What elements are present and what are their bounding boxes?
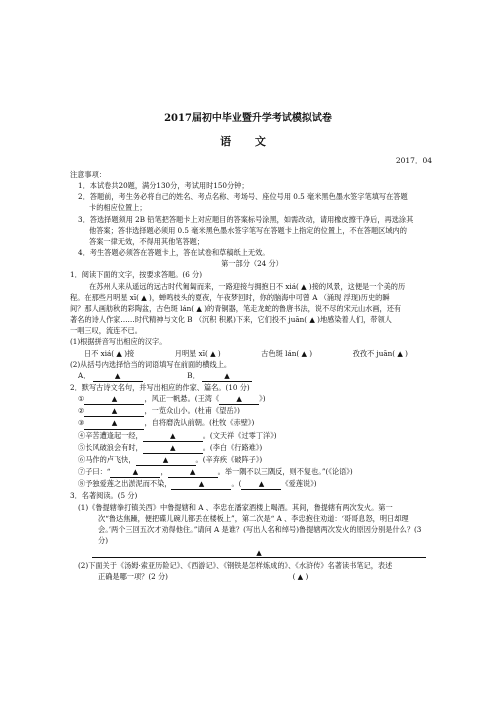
q3-sub1-line: (1)《鲁提辖拳打镇关西》中鲁提辖和 A 、李忠在潘家酒楼上喝酒。其间，鲁提辖有两次发火。第一 [78, 502, 393, 512]
q1-passage-line: 一唱三叹，流连不已。 [70, 326, 142, 336]
note-item: 3．答选择题须用 2B 铅笔把答题卡上对应题目的答案标号涂黑，如需改动，请用橡皮擦干净后，再选涂其 [78, 214, 414, 224]
note-item: 1．本试卷共20题，满分130分，考试用时150分钟； [78, 181, 249, 191]
answer-blank[interactable]: ▲ [219, 393, 259, 405]
q1-stem: 1．阅读下面的文字，按要求答题。(6 分) [70, 270, 203, 280]
q2-line: ⑦子曰：“ ▲ ， ▲ 。举一隅不以三隅反，则不复也。”(《论语》) [70, 466, 434, 478]
q2-line: ② ▲ ，一览众山小。(杜甫《望岳》) [70, 405, 434, 417]
q1-sub2: (2)从括号内选择恰当的词语填写在前面的横线上。 [70, 359, 232, 369]
q1-sub2-answers [70, 370, 434, 382]
subject-heading: 语 文 [220, 135, 276, 148]
answer-blank[interactable]: ▲ [143, 430, 203, 442]
q3-answer-line[interactable]: ▲ [92, 548, 426, 558]
note-item: 卡的相应位置上； [89, 203, 147, 213]
q3-sub1-line: 会。’两个三回五次才劝得他住。”请问 A 是谁？(写出人名和绰号)鲁提辖两次发火的原因分别是什么？(3 [98, 524, 422, 534]
q2-line: ④辛苦遭逢起一经， ▲ 。(文天祥《过零丁洋》) [70, 430, 434, 442]
q2-line: ⑥马作的卢飞快， ▲ 。(辛弃疾《破阵子》) [70, 454, 434, 466]
answer-label-a: A． [78, 370, 91, 380]
exam-content [70, 169, 434, 582]
q3-sub1-line: 次“鲁达焦躁，便把碟儿碗儿都丢在楼板上”，第二次是“ A 、李忠抱住劝道：‘哥哥息怒，明日却理 [98, 513, 409, 523]
answer-blank[interactable]: ▲ [110, 466, 160, 478]
q2-line: ⑧予独爱莲之出淤泥而不染， ▲ 。( ▲ 《爱莲说》) [70, 478, 434, 490]
q2-line: ① ▲ ，风正一帆悬。(王湾《 ▲ 》) [70, 393, 434, 405]
q3-sub1-line: 分) [98, 536, 108, 545]
answer-blank-b[interactable]: ▲ [202, 370, 252, 382]
answer-blank[interactable]: ▲ [84, 417, 144, 429]
exam-title: 2017届初中毕业暨升学考试模拟试卷 [164, 113, 332, 124]
q1-passage-line: 间？那人画舫秋的彩陶盆，古色斑 lán( ▲ )的青铜器，笔走龙蛇的鲁唐书法，说不尽的宋元山水画，还有 [70, 303, 402, 313]
q2-line: ⑤长风破浪会有时， ▲ 。(李白《行路难》) [70, 442, 434, 454]
notes-heading: 注意事项： [70, 170, 106, 179]
q1-passage-line: 在苏州人来从遥远的远古时代匍匐而来，一路迎接与拥抱日不 xiá( ▲ )接的风景，这便是一个美的历 [89, 281, 406, 291]
answer-blank[interactable]: ▲ [168, 466, 218, 478]
q1-pinyin-item: 孜孜不 juān( ▲ ) [352, 348, 408, 358]
q1-pinyin-item: 古色斑 lán( ▲ ) [261, 348, 313, 358]
answer-blank[interactable]: ▲ [84, 393, 144, 405]
answer-label-b: B． [187, 370, 200, 380]
q1-pinyin-item: 月明星 xī( ▲ ) [174, 348, 221, 358]
q3-sub2-line: (2)下面关于《汤姆·索亚历险记》、《西游记》、《钢铁是怎样炼成的》、《水浒传》名著读书笔记，表述 [78, 561, 393, 571]
q2-line: ③ ▲ ，自将磨洗认前朝。(杜牧《赤壁》) [70, 417, 434, 429]
note-item: 4．考生答题必须答在答题卡上，答在试卷和草稿纸上无效。 [78, 248, 270, 258]
exam-date: 2017．04 [395, 156, 432, 165]
part1-heading: 第一部分（24 分） [221, 259, 283, 269]
answer-blank[interactable]: ▲ [136, 454, 196, 466]
q1-sub1: (1)根据拼音写出相应的汉字。 [70, 337, 167, 347]
q3-sub2-line: 正确是哪一项？(2 分) ( ▲ ) [98, 572, 309, 582]
q2-stem: 2．默写古诗文名句，并写出相应的作家、篇名。(10 分) [70, 382, 250, 392]
answer-blank-a[interactable]: ▲ [93, 370, 143, 382]
note-item: 他答案；答非选择题必须用 0.5 毫米黑色墨水签字笔写在答题卡上指定的位置上，不在答题区域内的 [89, 225, 407, 235]
q1-passage-line: 程。在那些月明星 xī( ▲ )，蝉鸣枝头的夏夜，午夜梦回时，你的脑海中可曾 A （涌现 浮现)历史的瞬 [70, 292, 390, 302]
q3-stem: 3．名著阅读。(5 分) [70, 491, 138, 501]
answer-blank[interactable]: ▲ [84, 405, 144, 417]
note-item: 2．答题前，考生务必将自己的姓名、考点名称、考场号、座位号用 0.5 毫米黑色墨水签字笔填写在答题 [78, 192, 408, 202]
q1-passage-line: 著名的诗人作家……时代精神与文化 B （沉积 积累)下来，它们投不 juān( ▲ )地感染着人们，带领人 [70, 315, 392, 325]
q1-sub1-items [70, 348, 434, 359]
answer-blank[interactable]: ▲ [143, 442, 203, 454]
answer-blank[interactable]: ▲ [241, 478, 281, 490]
note-item: 答案一律无效，不得用其他笔答题； [89, 236, 205, 246]
answer-blank[interactable]: ▲ [171, 478, 231, 490]
q1-pinyin-item: 日不 xiá( ▲ )接 [84, 348, 135, 358]
q3-sub2-answer[interactable]: ( ▲ ) [292, 572, 309, 582]
